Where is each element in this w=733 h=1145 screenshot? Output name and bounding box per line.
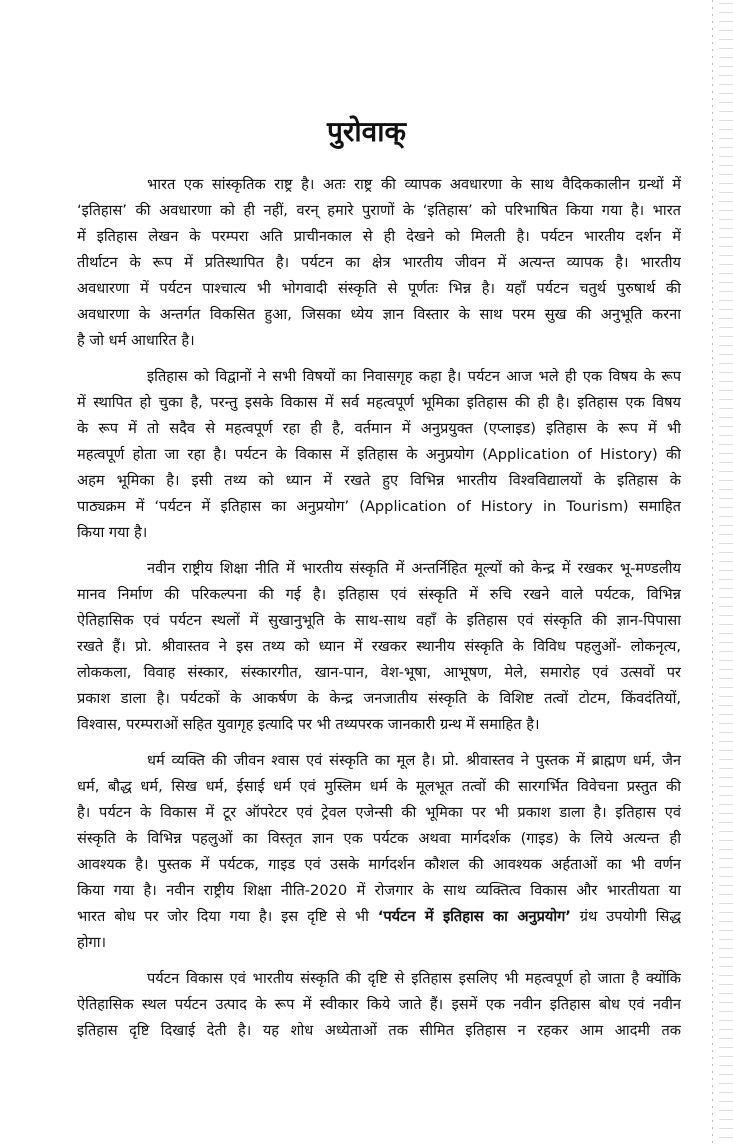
text-line: में स्थापित हो चुका है, परन्तु इसके विकास में सर्व महत्वपूर्ण भूमिका इतिहास की ही है। इतिहास एक विषय	[77, 394, 681, 411]
paragraph-5	[77, 966, 681, 1044]
text-line: इतिहास दृष्टि दिखाई देती है। यह शोध अध्येताओं तक सीमित इतिहास न रहकर आम आदमी तक	[77, 1022, 681, 1039]
text-line: अवधारणा के अन्तर्गत विकसित हुआ, जिसका ध्येय ज्ञान विस्तार के साथ परम सुख की अनुभूति करना	[77, 306, 681, 323]
text-line: रखते हैं। प्रो. श्रीवास्तव ने इस तथ्य को ध्यान में रखकर स्थानीय संस्कृति के विविध पहलुओं- लोकनृत्य,	[77, 638, 681, 655]
text-line: किया गया है।	[77, 524, 148, 541]
scan-edge-line	[712, 0, 713, 1145]
book-title-bold: ‘पर्यटन में इतिहास का अनुप्रयोग’	[377, 908, 571, 925]
text-line: भारत एक सांस्कृतिक राष्ट्र है। अतः राष्ट्र की व्यापक अवधारणा के साथ वैदिककालीन ग्रन्थों में	[147, 176, 681, 193]
text-line: ऐतिहासिक स्थल पर्यटन उत्पाद के रूप में स्वीकार किये जाते हैं। इसमें एक नवीन इतिहास बोध एवं नवीन	[77, 996, 681, 1013]
text-line: में इतिहास लेखन के परम्परा अति प्राचीनकाल से ही देखने को मिलती है। पर्यटन भारतीय दर्शन में	[77, 228, 681, 245]
text-line: नवीन राष्ट्रीय शिक्षा नीति में भारतीय संस्कृति में अन्तर्निहित मूल्यों को केन्द्र में रखकर भू-मण्डलीय	[147, 560, 681, 577]
text-line: किया गया है। नवीन राष्ट्रीय शिक्षा नीति-2020 में रोजगार के साथ व्यक्तित्व विकास और भारतीयता या	[77, 882, 681, 899]
text-line: तीर्थाटन के रूप में प्रतिस्थापित है। पर्यटन का क्षेत्र भारतीय जीवन में अत्यन्त व्यापक है। भारतीय	[77, 254, 681, 271]
text-line: है जो धर्म आधारित है।	[77, 332, 195, 349]
text-line: आवश्यक है। पुस्तक में पर्यटक, गाइड एवं उसके मार्गदर्शन कौशल की आवश्यक अर्हताओं का भी वर्णन	[77, 856, 681, 873]
text-line: होगा।	[77, 934, 107, 951]
scan-edge-noise	[719, 0, 733, 1145]
text-line: धर्म व्यक्ति की जीवन श्वास एवं संस्कृति का मूल है। प्रो. श्रीवास्तव ने पुस्तक में ब्राह्मण धर्म, जैन	[147, 752, 681, 769]
text-line: अवधारणा में पर्यटन पाश्चात्य भी भोगवादी संस्कृति से पूर्णतः भिन्न है। यहाँ पर्यटन चतुर्थ पुरुषार्थ की	[77, 280, 681, 297]
text-line: इतिहास को विद्वानों ने सभी विषयों का निवासगृह कहा है। पर्यटन आज भले ही एक विषय के रूप	[147, 368, 681, 385]
text-line	[77, 904, 681, 930]
text-line: है। पर्यटन के विकास में टूर ऑपरेटर एवं ट्रेवल एजेन्सी की भूमिका पर भी प्रकाश डाला है। इतिहास एवं	[77, 804, 681, 821]
text-line: पर्यटन विकास एवं भारतीय संस्कृति की दृष्टि से इतिहास इसलिए भी महत्वपूर्ण हो जाता है क्योंकि	[147, 970, 681, 987]
text-line: ऐतिहासिक एवं पर्यटन स्थलों में सुखानुभूति के साथ-साथ वहाँ के इतिहास एवं संस्कृति की ज्ञान-पिपासा	[77, 612, 681, 629]
text-line: महत्वपूर्ण होता जा रहा है। पर्यटन के विकास में इतिहास के अनुप्रयोग (Application of History) की	[77, 446, 681, 463]
text-line: लोककला, विवाह संस्कार, संस्कारगीत, खान-पान, वेश-भूषा, आभूषण, मेले, समारोह एवं उत्सवों पर	[77, 664, 681, 681]
text-line: पाठ्यक्रम में ‘पर्यटन में इतिहास का अनुप्रयोग’ (Application of History in Tourism) समाहित	[77, 498, 681, 515]
page-title: पुरोवाक्	[327, 115, 406, 148]
paragraph-4	[77, 748, 681, 956]
text-line: ‘इतिहास’ की अवधारणा को ही नहीं, वरन् हमारे पुराणों के ‘इतिहास’ को परिभाषित किया गया है। भारत	[77, 202, 681, 219]
text-span: भारत बोध पर जोर दिया गया है। इस दृष्टि से भी	[77, 908, 378, 925]
text-line: धर्म, बौद्ध धर्म, सिख धर्म, ईसाई धर्म एवं मुस्लिम धर्म के मूलभूत तत्वों की सारगर्भित विवेचना प्रस्तुत की	[77, 778, 681, 795]
paragraph-3	[77, 556, 681, 738]
body-text	[77, 172, 681, 1054]
text-line: संस्कृति के विभिन्न पहलुओं का विस्तृत ज्ञान एक पर्यटक अथवा मार्गदर्शक (गाइड) के लिये अत्यन्त ही	[77, 830, 681, 847]
paragraph-1	[77, 172, 681, 354]
paragraph-2	[77, 364, 681, 546]
text-line: प्रकाश डाला है। पर्यटकों के आकर्षण के केन्द्र जनजातीय संस्कृति के विशिष्ट तत्वों टोटम, किंवदंतियों,	[77, 690, 681, 707]
text-span: ग्रंथ उपयोगी सिद्ध	[570, 908, 681, 925]
text-line: के रूप में तो सदैव से महत्वपूर्ण रहा ही है, वर्तमान में अनुप्रयुक्त (एप्लाइड) इतिहास के रूप में भी	[77, 420, 681, 437]
text-line: विश्वास, परम्पराओं सहित युवागृह इत्यादि पर भी तथ्यपरक जानकारी ग्रन्थ में समाहित है।	[77, 716, 540, 733]
text-line: अहम भूमिका है। इसी तथ्य को ध्यान में रखते हुए विभिन्न भारतीय विश्वविद्यालयों के इतिहास के	[77, 472, 681, 489]
text-line: मानव निर्माण की परिकल्पना की गई है। इतिहास एवं संस्कृति में रुचि रखने वाले पर्यटक, विभिन्न	[77, 586, 681, 603]
